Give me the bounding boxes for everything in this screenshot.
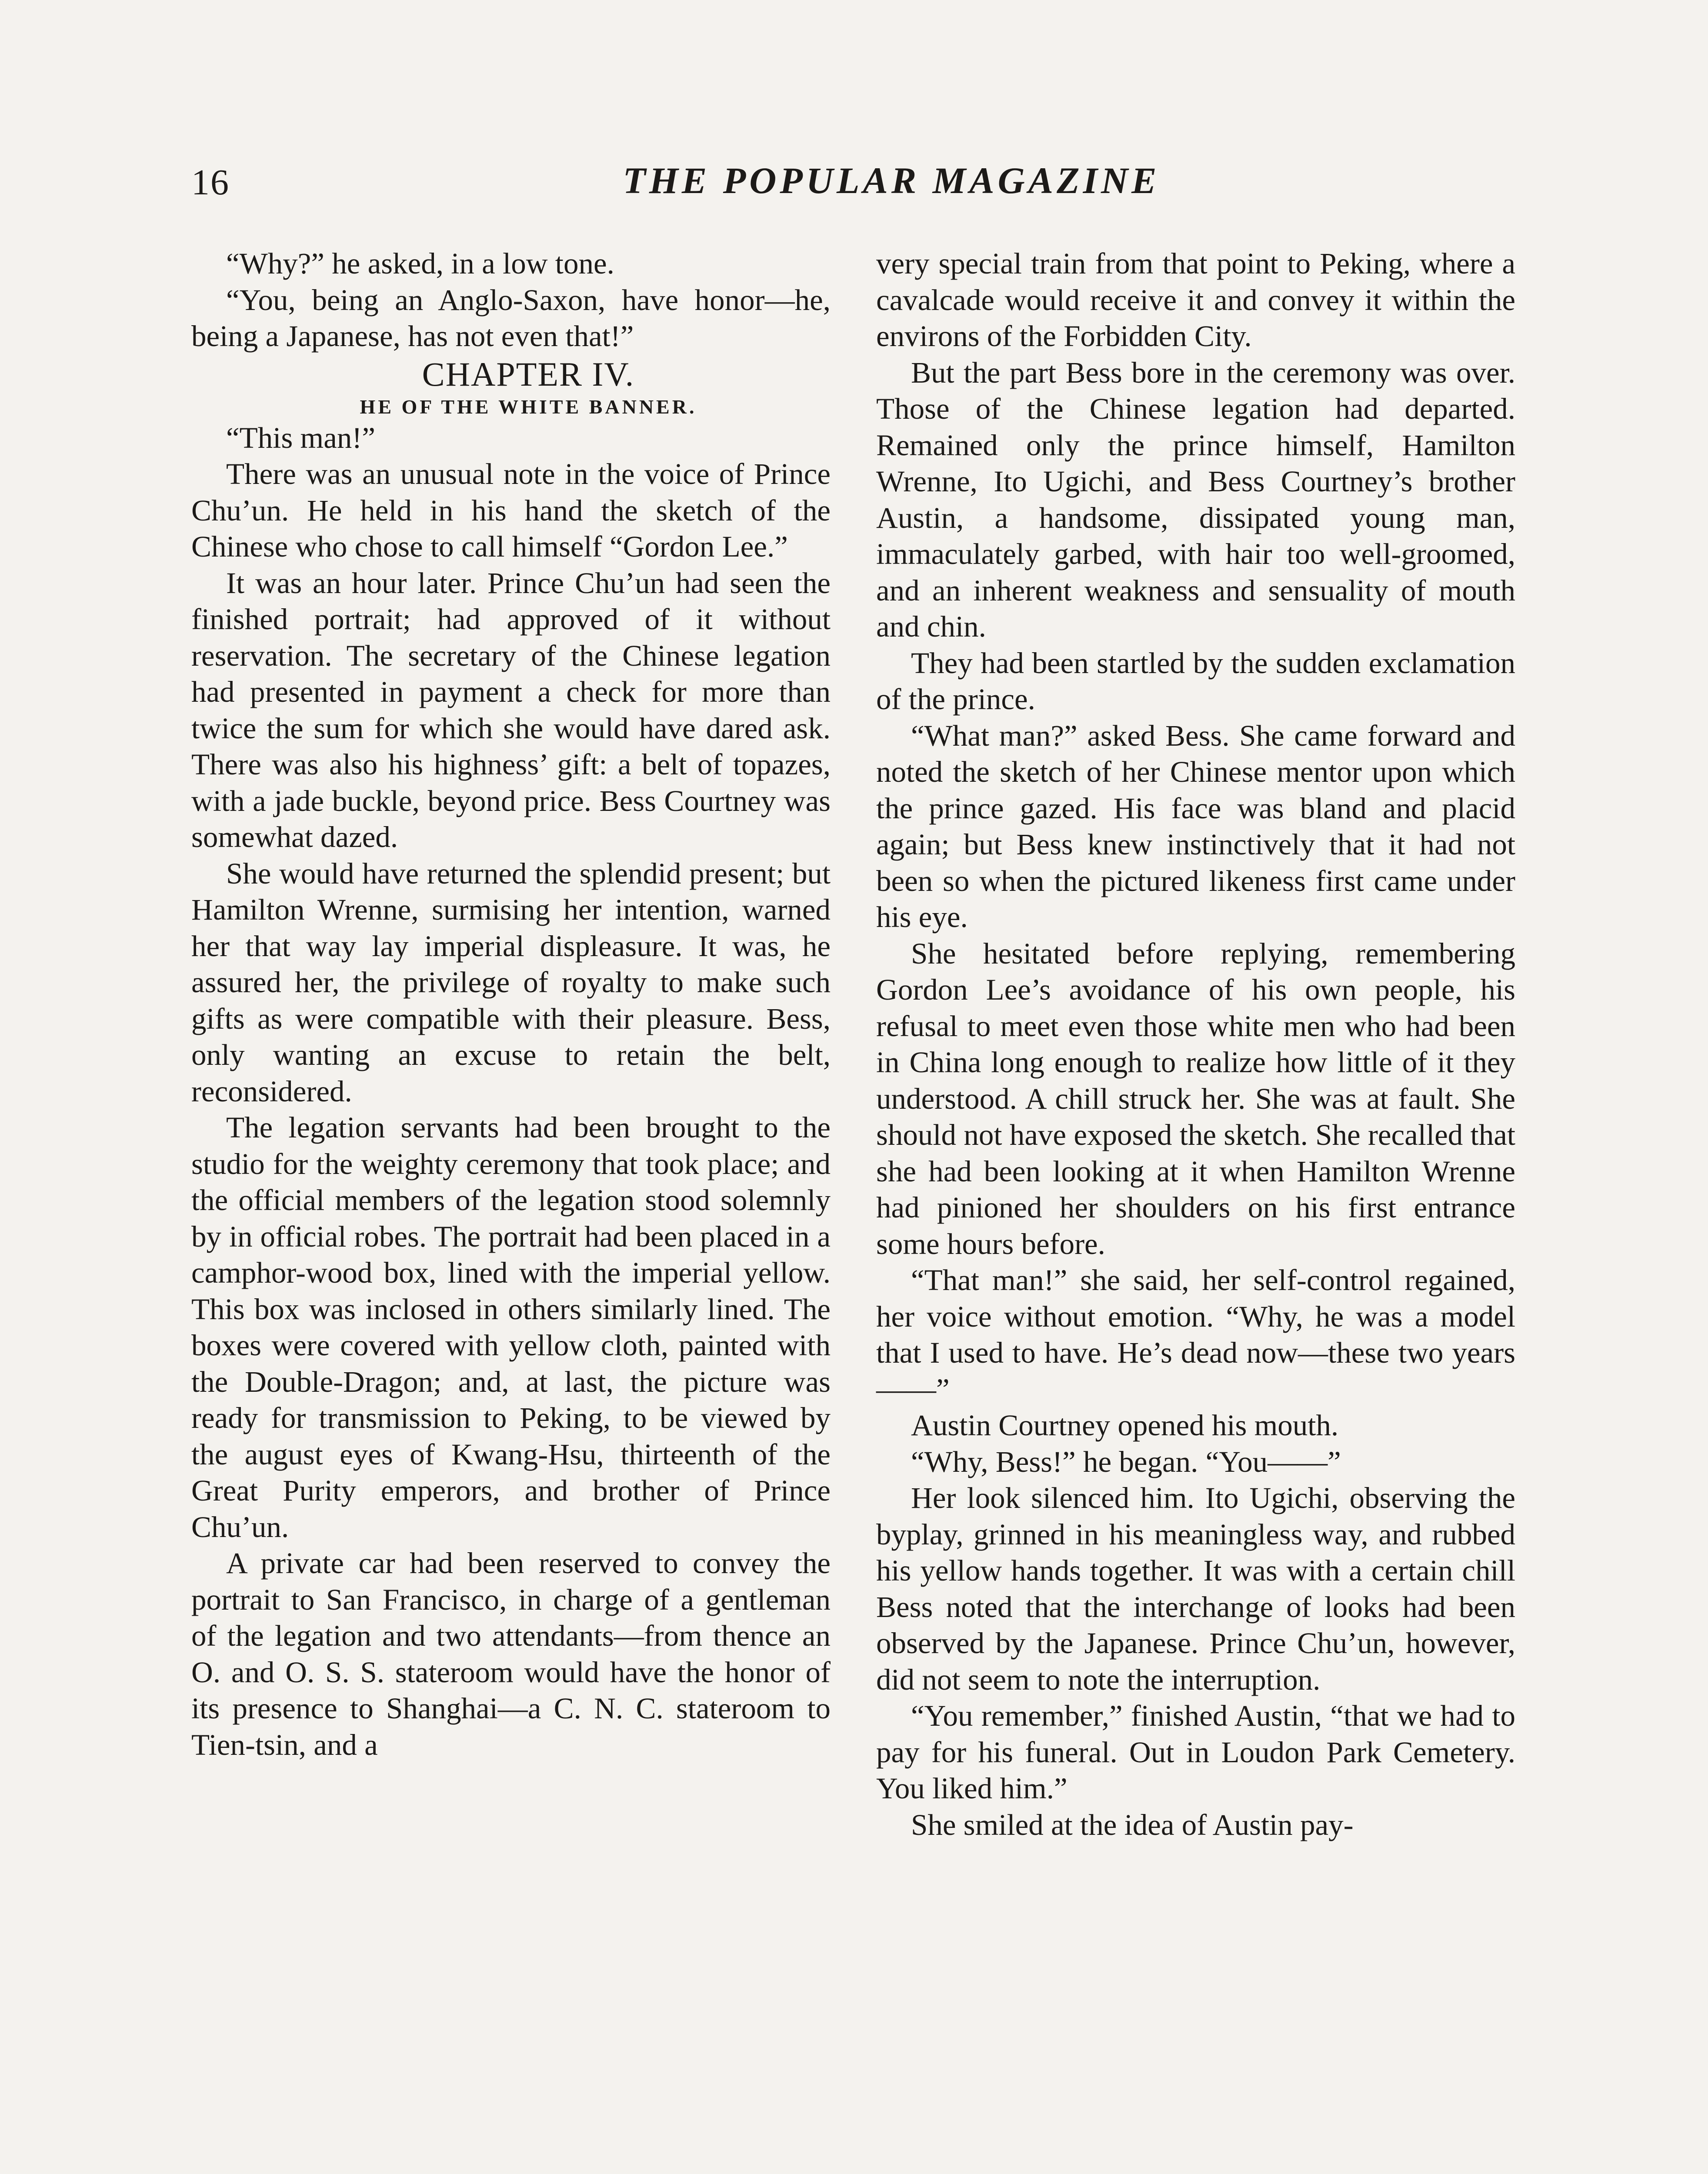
paragraph: A private car had been reserved to convey the portrait to San Francisco, in charge of a gentleman of the legation and two attendants—from thence an O. and O. S. S. stateroom would have the honor of its presence to Shanghai—a C. N. C. stateroom to Tien-tsin, and a — [191, 1547, 831, 1761]
paragraph: “This man!” — [226, 421, 375, 454]
paragraph: “That man!” she said, her self-control regained, her voice without emotion. “Why, he was a model that I used to have. He’s dead now—these two years——” — [876, 1264, 1515, 1406]
paragraph: “You remember,” finished Austin, “that we had to pay for his funeral. Out in Loudon Park Cemetery. You liked him.” — [876, 1699, 1515, 1805]
page-number: 16 — [191, 162, 230, 203]
paragraph: They had been startled by the sudden exclamation of the prince. — [876, 646, 1515, 716]
paragraph: She smiled at the idea of Austin pay- — [911, 1808, 1354, 1841]
paragraph: Her look silenced him. Ito Ugichi, observing the byplay, grinned in his meaningless way, and rubbed his yellow hands together. It was with a certain chill Bess noted that the interchange of looks had been observed by the Japanese. Prince Chu’un, however, did not seem to note the interruption. — [876, 1481, 1515, 1696]
left-column — [191, 246, 831, 1763]
magazine-title: THE POPULAR MAGAZINE — [623, 160, 1160, 201]
paragraph: She hesitated before replying, remembering Gordon Lee’s avoidance of his own people, his refusal to meet even those white men who had been in China long enough to realize how little of it they understood. A chill struck her. She was at fault. She should not have exposed the sketch. She recalled that she had been looking at it when Hamilton Wrenne had pinioned her shoulders on his first entrance some hours before. — [876, 937, 1515, 1260]
paragraph: She would have returned the splendid present; but Hamilton Wrenne, surmising her intention, warned her that way lay imperial displeasure. It was, he assured her, the privilege of royalty to make such gifts as were compatible with their pleasure. Bess, only wanting an excuse to retain the belt, reconsidered. — [191, 857, 831, 1108]
paragraph: Austin Courtney opened his mouth. — [911, 1409, 1339, 1442]
paragraph: “You, being an Anglo-Saxon, have honor—he, being a Japanese, has not even that!” — [191, 283, 831, 353]
chapter-title: CHAPTER IV. — [422, 355, 635, 393]
paragraph: The legation servants had been brought to the studio for the weighty ceremony that took place; and the official members of the legation stood solemnly by in official robes. The portrait had been placed in a camphor-wood box, lined with the imperial yellow. This box was inclosed in others similarly lined. The boxes were covered with yellow cloth, painted with the Double-Dragon; and, at last, the picture was ready for transmission to Peking, to be viewed by the august eyes of Kwang-Hsu, thirteenth of the Great Purity emperors, and brother of Prince Chu’un. — [191, 1111, 831, 1544]
paragraph: “What man?” asked Bess. She came forward and noted the sketch of her Chinese mentor upon which the prince gazed. His face was bland and placid again; but Bess knew instinctively that it had not been so when the pictured likeness first came under his eye. — [876, 719, 1515, 934]
paragraph: It was an hour later. Prince Chu’un had seen the finished portrait; had approved of it without reservation. The secretary of the Chinese legation had presented in payment a check for more than twice the sum for which she would have dared ask. There was also his highness’ gift: a belt of topazes, with a jade buckle, beyond price. Bess Courtney was somewhat dazed. — [191, 566, 831, 854]
paragraph: very special train from that point to Peking, where a cavalcade would receive it and convey it within the environs of the Forbidden City. — [876, 247, 1515, 353]
paragraph: “Why, Bess!” he began. “You——” — [911, 1445, 1341, 1478]
paragraph: There was an unusual note in the voice of Prince Chu’un. He held in his hand the sketch of the Chinese who chose to call himself “Gordon Lee.” — [191, 457, 831, 563]
right-column — [876, 246, 1515, 1843]
chapter-subtitle: HE OF THE WHITE BANNER. — [360, 395, 697, 418]
paragraph: But the part Bess bore in the ceremony was over. Those of the Chinese legation had departed. Remained only the prince himself, Hamilton Wrenne, Ito Ugichi, and Bess Courtney’s brother Austin, a handsome, dissipated young man, immaculately garbed, with hair too well-groomed, and an inherent weakness and sensuality of mouth and chin. — [876, 356, 1515, 643]
paragraph: “Why?” he asked, in a low tone. — [226, 247, 614, 280]
